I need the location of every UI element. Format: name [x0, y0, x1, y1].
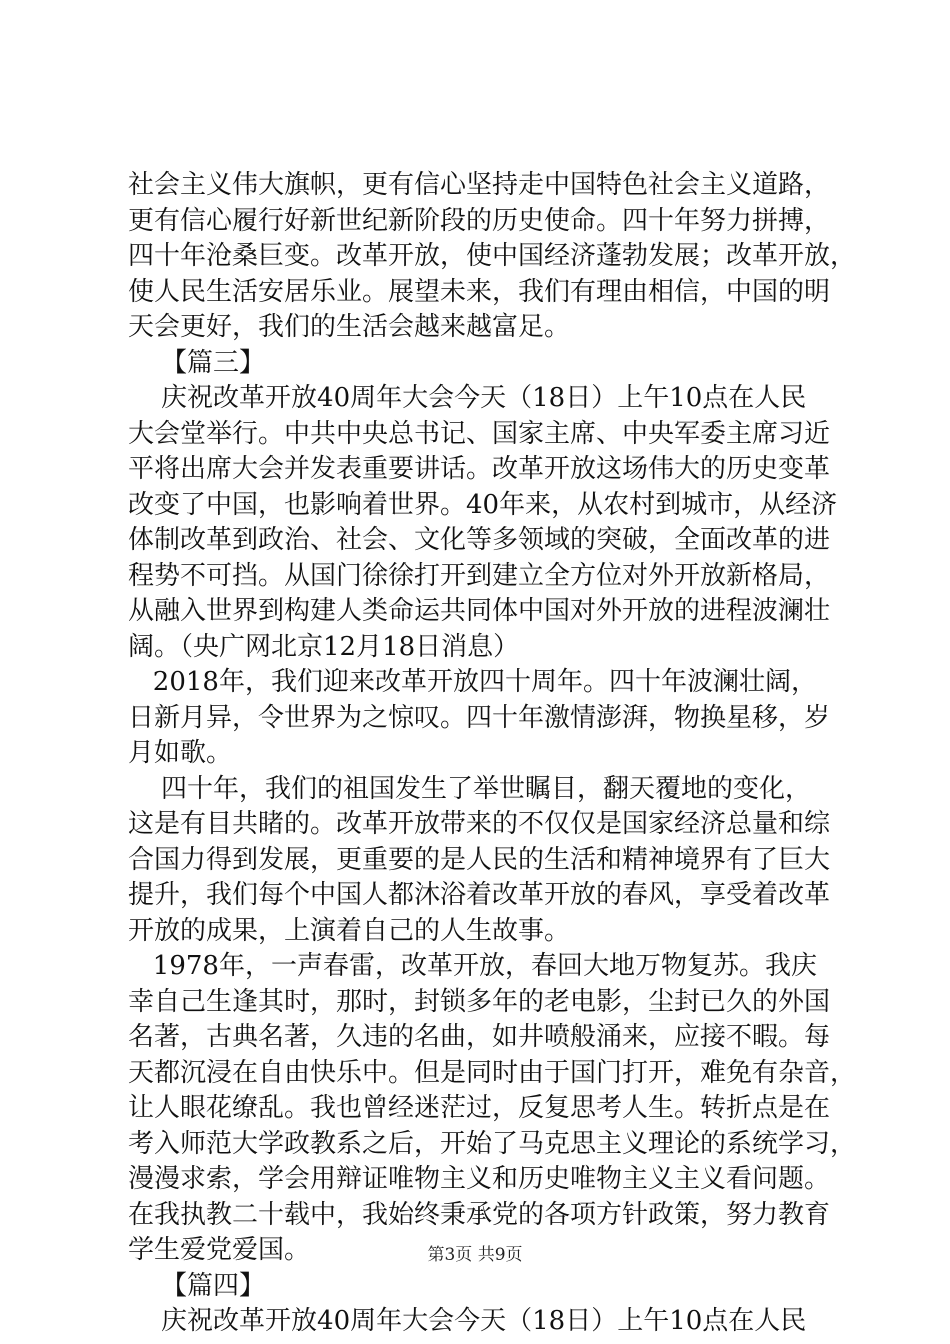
text-line: 社会主义伟大旗帜，更有信心坚持走中国特色社会主义道路， [128, 170, 831, 200]
text-line: 阔。（央广网北京12月18日消息） [128, 631, 520, 662]
text-line: 合国力得到发展，更重要的是人民的生活和精神境界有了巨大 [128, 844, 831, 875]
text-line: 日新月异，令世界为之惊叹。四十年激情澎湃，物换星移，岁 [128, 702, 831, 733]
text-line: 平将出席大会并发表重要讲话。改革开放这场伟大的历史变革 [128, 454, 831, 484]
text-line: 改变了中国，也影响着世界。40年来，从农村到城市，从经济 [128, 489, 838, 520]
text-line: 提升，我们每个中国人都沐浴着改革开放的春风，享受着改革 [128, 880, 831, 910]
text-line: 这是有目共睹的。改革开放带来的不仅仅是国家经济总量和综 [128, 809, 831, 839]
text-line: 考入师范大学政教系之后，开始了马克思主义理论的系统学习， [128, 1128, 857, 1159]
text-line: 更有信心履行好新世纪新阶段的历史使命。四十年努力拼搏， [128, 205, 831, 236]
text-line: 四十年，我们的祖国发生了举世瞩目，翻天覆地的变化， [128, 773, 812, 804]
text-line: 四十年沧桑巨变。改革开放，使中国经济蓬勃发展；改革开放， [128, 241, 857, 271]
text-line: 月如歌。 [128, 738, 233, 768]
text-line: 在我执教二十载中，我始终秉承党的各项方针政策，努力教育 [128, 1199, 831, 1230]
text-line: 漫漫求索，学会用辩证唯物主义和历史唯物主义主义看问题。 [128, 1164, 831, 1194]
text-line: 大会堂举行。中共中央总书记、国家主席、中央军委主席习近 [128, 418, 831, 449]
text-line: 2018年，我们迎来改革开放四十周年。四十年波澜壮阔， [128, 667, 817, 697]
text-line: 从融入世界到构建人类命运共同体中国对外开放的进程波澜壮 [128, 596, 831, 626]
text-line: 学生爱党爱国。 [128, 1235, 311, 1265]
text-line: 程势不可挡。从国门徐徐打开到建立全方位对外开放新格局， [128, 560, 831, 591]
text-line: 开放的成果，上演着自己的人生故事。 [128, 915, 571, 946]
text-line: 庆祝改革开放40周年大会今天（18日）上午10点在人民 [128, 383, 807, 413]
text-line: 天会更好，我们的生活会越来越富足。 [128, 312, 571, 342]
text-line: 1978年，一声春雷，改革开放，春回大地万物复苏。我庆 [128, 951, 817, 981]
text-line: 【篇三】 [128, 347, 266, 378]
text-line: 使人民生活安居乐业。展望未来，我们有理由相信，中国的明 [128, 276, 831, 307]
page-footer: 第3页 共9页 [427, 1245, 523, 1265]
text-line: 天都沉浸在自由快乐中。但是同时由于国门打开，难免有杂音， [128, 1057, 857, 1088]
text-line: 幸自己生逢其时，那时，封锁多年的老电影，尘封已久的外国 [128, 986, 831, 1017]
document-body [128, 168, 857, 1340]
text-line: 庆祝改革开放40周年大会今天（18日）上午10点在人民 [128, 1306, 807, 1336]
text-line: 【篇四】 [128, 1270, 266, 1301]
text-line: 让人眼花缭乱。我也曾经迷茫过，反复思考人生。转折点是在 [128, 1093, 831, 1123]
text-line: 体制改革到政治、社会、文化等多领域的突破，全面改革的进 [128, 525, 831, 555]
text-line: 名著，古典名著，久违的名曲，如井喷般涌来，应接不暇。每 [128, 1022, 831, 1052]
